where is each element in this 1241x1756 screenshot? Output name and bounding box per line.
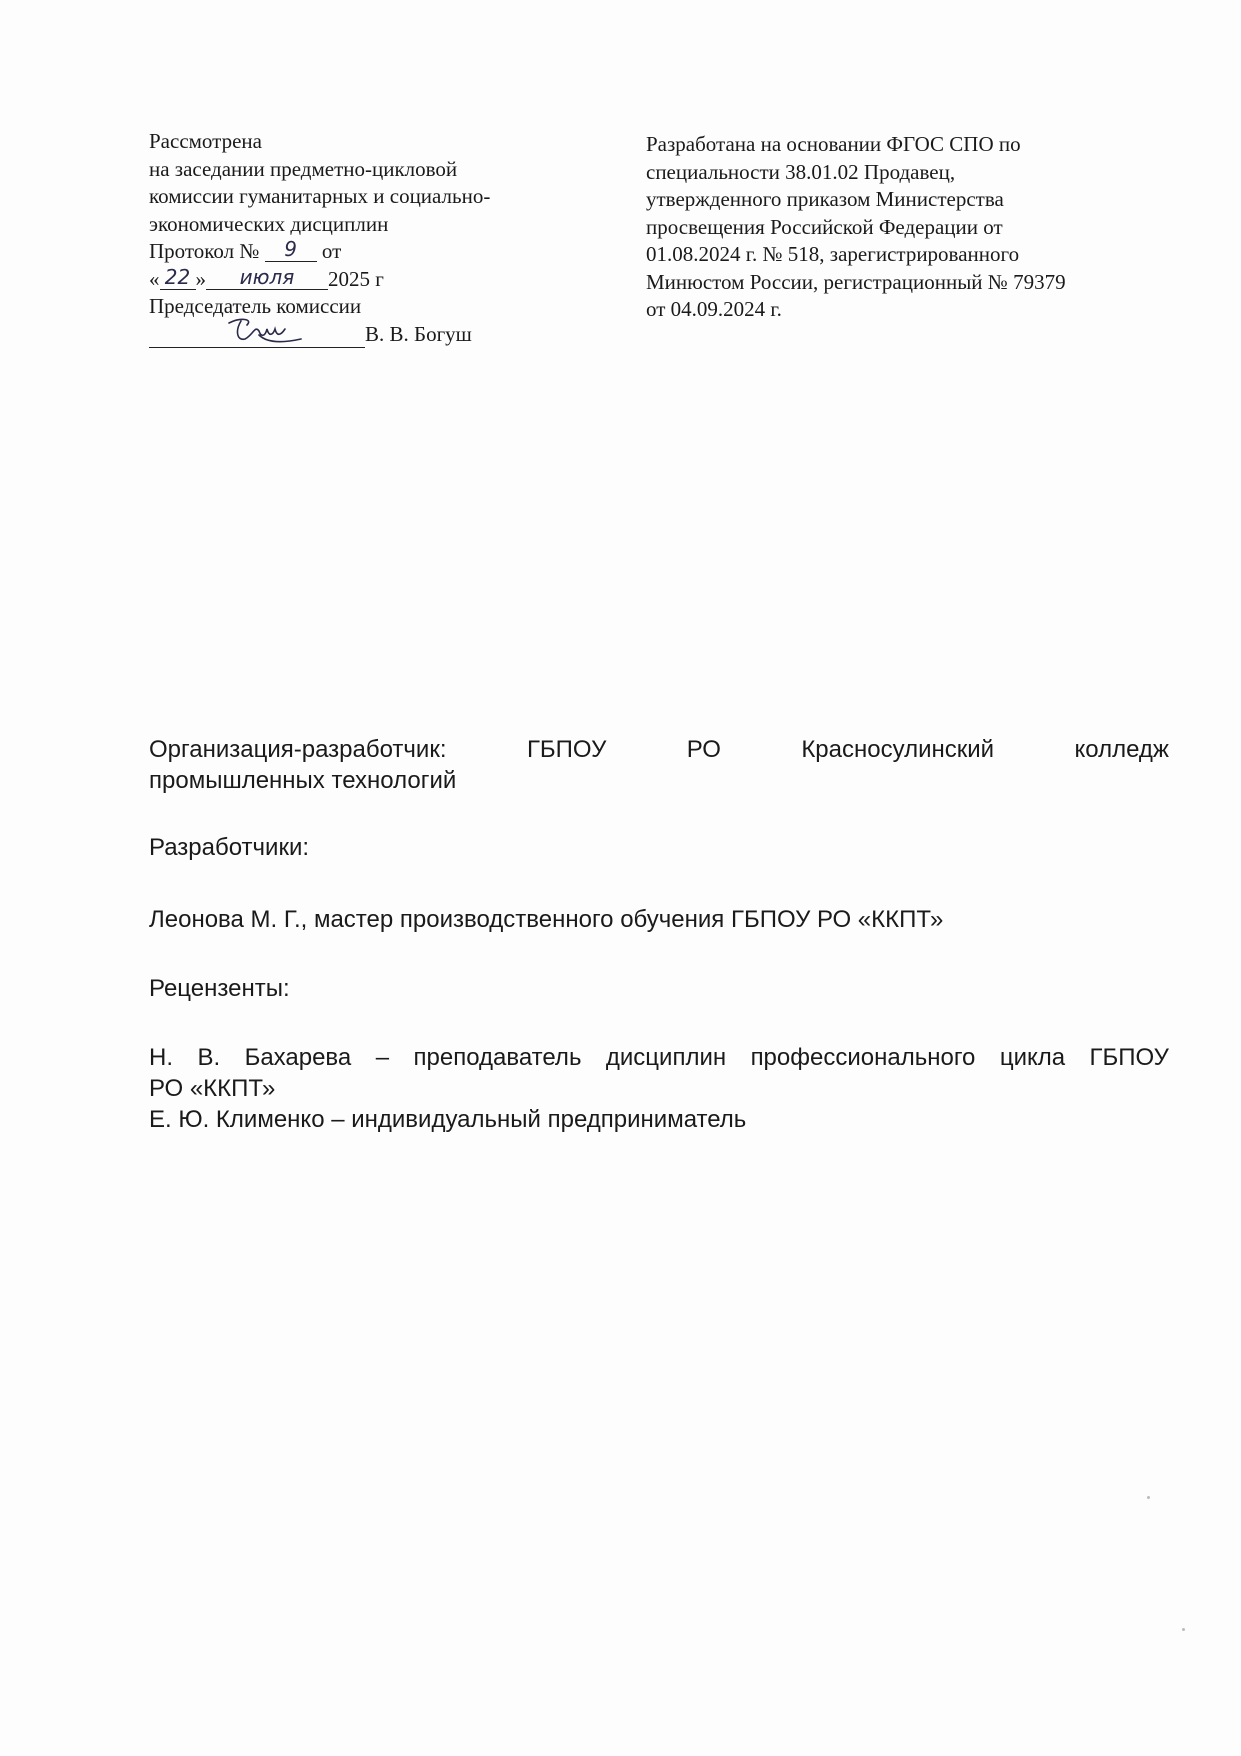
reviewer-word: профессионального [750,1044,976,1071]
developers-label: Разработчики: [149,834,310,861]
basis-line-5: 01.08.2024 г. № 518, зарегистрированного [646,242,1020,266]
basis-line-6: Минюстом России, регистрационный № 79379 [646,269,1066,294]
reviewers-label: Рецензенты: [149,975,290,1002]
protocol-number-field [265,237,317,262]
reviewer-item-2: Е. Ю. Клименко – индивидуальный предприниматель [149,1106,747,1133]
organization-word: ГБПОУ [526,736,607,763]
scan-speck [1182,1628,1185,1631]
organization-continuation: промышленных технологий [149,767,457,794]
reviewer-word: Н. [149,1044,173,1071]
signature-image [223,313,303,347]
date-line [149,266,549,294]
protocol-prefix: Протокол № [149,239,260,263]
date-year: 2025 г [328,266,384,291]
signature-field [149,325,365,348]
date-open-quote: « [149,266,160,291]
reviewer-word: преподаватель [413,1044,582,1071]
reviewer-word: дисциплин [605,1044,727,1071]
reviewer-item-1-continuation: РО «ККПТ» [149,1075,276,1102]
reviewer-word: ГБПОУ [1089,1044,1169,1071]
organization-word: колледж [1074,736,1169,763]
protocol-line [149,238,549,266]
reviewer-word: В. [197,1044,221,1071]
scan-speck [1147,1496,1150,1499]
date-day-field [160,264,196,290]
basis-line-2: специальности 38.01.02 Продавец, [646,159,956,184]
date-month-field [206,264,328,290]
date-day: 22 [164,264,191,289]
reviewer-item-1 [149,1042,1169,1073]
chair-signature-line [149,321,549,349]
approval-line-1: Рассмотрена [149,129,262,153]
chair-label: Председатель комиссии [149,294,362,318]
approval-line-4: экономических дисциплин [149,211,389,236]
reviewer-word: – [375,1044,390,1071]
organization-word: Красносулинский [801,736,995,763]
basis-line-4: просвещения Российской Федерации от [646,214,1003,239]
approval-line-3: комиссии гуманитарных и социально- [149,184,491,208]
basis-line-7: от 04.09.2024 г. [646,297,782,321]
organization-line [149,734,1169,765]
chair-name: В. В. Богуш [365,321,472,346]
date-month: июля [239,264,295,289]
developer-item: Леонова М. Г., мастер производственного обучения ГБПОУ РО «ККПТ» [149,906,944,933]
basis-block [646,131,1126,324]
organization-word: РО [686,736,721,763]
approval-line-2: на заседании предметно-цикловой [149,156,458,181]
protocol-number: 9 [284,237,298,261]
basis-line-1: Разработана на основании ФГОС СПО по [646,132,1021,156]
reviewer-word: цикла [999,1044,1066,1071]
basis-line-3: утвержденного приказом Министерства [646,187,1004,211]
approval-block [149,128,549,348]
document-body [149,734,1169,1135]
protocol-suffix: от [321,239,342,263]
reviewer-word: Бахарева [244,1044,352,1071]
organization-word: Организация-разработчик: [149,736,447,763]
date-close-quote: » [195,266,206,291]
